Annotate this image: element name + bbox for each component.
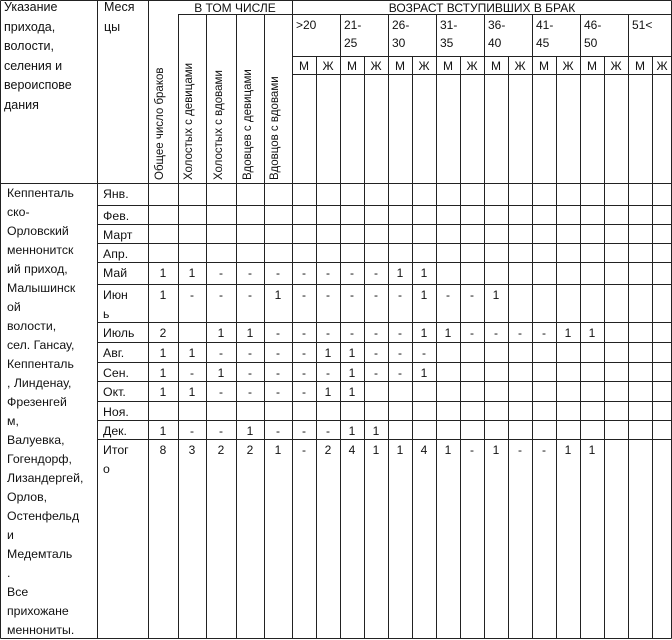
month-label: Апр. (103, 247, 129, 261)
data-cell: - (374, 346, 378, 360)
data-cell: 1 (372, 424, 380, 438)
month-label: Янв. (103, 187, 129, 201)
data-cell: - (276, 346, 280, 360)
data-cell: 1 (274, 288, 282, 302)
data-cell: 1 (159, 385, 167, 399)
data-cell: 1 (188, 346, 196, 360)
data-cell: - (248, 366, 252, 380)
age-header: 26- 30 (392, 18, 410, 50)
header-vertical-3: Холостых с вдовами (213, 70, 225, 180)
header-vertical-4: Вдовцев с девицами (242, 69, 254, 180)
age-header: 31- 35 (440, 18, 458, 50)
data-cell: - (276, 326, 280, 340)
data-cell: 2 (324, 443, 332, 457)
male-subheader: М (443, 59, 453, 73)
male-subheader: М (395, 59, 405, 73)
data-cell: 1 (420, 326, 428, 340)
month-label: Март (103, 228, 133, 242)
month-label: Май (103, 266, 128, 280)
data-cell: - (350, 288, 354, 302)
data-cell: - (350, 326, 354, 340)
data-cell: 4 (420, 443, 428, 457)
female-subheader: Ж (562, 59, 574, 73)
data-cell: 1 (159, 288, 167, 302)
age-header: 36- 40 (488, 18, 506, 50)
data-cell: - (276, 266, 280, 280)
data-cell: 1 (159, 366, 167, 380)
data-cell: - (494, 326, 498, 340)
age-header: 21- 25 (344, 18, 362, 50)
age-header: 41- 45 (536, 18, 554, 50)
data-cell: - (422, 346, 426, 360)
data-cell: - (219, 424, 223, 438)
age-header: >20 (296, 18, 317, 32)
data-cell: - (302, 266, 306, 280)
data-cell: 1 (588, 326, 596, 340)
data-cell: - (190, 366, 194, 380)
data-cell: 1 (348, 424, 356, 438)
male-subheader: М (491, 59, 501, 73)
female-subheader: Ж (514, 59, 526, 73)
data-cell: 1 (159, 266, 167, 280)
female-subheader: Ж (370, 59, 382, 73)
data-cell: 4 (348, 443, 356, 457)
data-cell: 1 (420, 366, 428, 380)
data-cell: - (302, 326, 306, 340)
data-cell: 1 (444, 443, 452, 457)
data-cell: - (302, 443, 306, 457)
data-cell: 1 (188, 266, 196, 280)
age-header: 46- 50 (584, 18, 602, 50)
data-cell: - (518, 326, 522, 340)
data-cell: - (302, 385, 306, 399)
data-cell: - (302, 346, 306, 360)
data-cell: 1 (348, 385, 356, 399)
data-cell: - (326, 424, 330, 438)
data-cell: 2 (159, 326, 167, 340)
data-cell: - (374, 288, 378, 302)
data-cell: - (248, 385, 252, 399)
header-months: Меся цы (104, 0, 135, 34)
data-cell: 3 (188, 443, 196, 457)
data-cell: - (248, 346, 252, 360)
data-cell: 1 (159, 424, 167, 438)
month-label: Фев. (103, 209, 130, 223)
data-cell: 1 (564, 326, 572, 340)
data-cell: - (446, 288, 450, 302)
data-cell: - (398, 366, 402, 380)
data-cell: - (302, 366, 306, 380)
data-cell: - (398, 288, 402, 302)
data-cell: - (542, 326, 546, 340)
header-vertical-1: Общее число браков (154, 67, 166, 180)
data-cell: - (219, 346, 223, 360)
data-cell: 1 (348, 366, 356, 380)
data-cell: - (248, 266, 252, 280)
month-label: Авг. (103, 346, 125, 360)
data-cell: - (190, 288, 194, 302)
data-cell: 1 (396, 443, 404, 457)
female-subheader: Ж (610, 59, 622, 73)
header-location: Указание прихода, волости, селения и вероиспове дания (4, 0, 72, 112)
data-cell: - (326, 326, 330, 340)
age-header: 51< (632, 18, 653, 32)
female-subheader: Ж (466, 59, 478, 73)
data-cell: - (350, 266, 354, 280)
header-vertical-5: Вдовцов с вдовами (269, 76, 281, 180)
data-cell: 1 (396, 266, 404, 280)
data-cell: 2 (246, 443, 254, 457)
data-cell: 1 (324, 346, 332, 360)
male-subheader: М (347, 59, 357, 73)
data-cell: - (398, 326, 402, 340)
data-cell: - (470, 326, 474, 340)
data-cell: 1 (348, 346, 356, 360)
month-label: Итог о (103, 443, 129, 476)
male-subheader: М (539, 59, 549, 73)
data-cell: 1 (274, 443, 282, 457)
data-cell: - (374, 326, 378, 340)
female-subheader: Ж (656, 59, 668, 73)
data-cell: 1 (246, 424, 254, 438)
data-cell: - (470, 443, 474, 457)
data-cell: - (276, 424, 280, 438)
data-cell: - (326, 366, 330, 380)
data-cell: - (190, 424, 194, 438)
data-cell: - (398, 346, 402, 360)
data-cell: 1 (420, 266, 428, 280)
data-cell: 1 (420, 288, 428, 302)
data-cell: 1 (188, 385, 196, 399)
data-cell: - (219, 385, 223, 399)
data-cell: - (219, 288, 223, 302)
data-cell: - (518, 443, 522, 457)
parish-description: Кеппенталь ско- Орловский меннонитск ий приход, Малышинск ой волости, сел. Гансау, Кеппенталь , Линденау, Фрезенгей м, Валуевка, Гогендорф, Лизандергей, Орлов, Остенфельд и Медемталь . Все прихожане меннониты. (7, 186, 84, 637)
header-age: ВОЗРАСТ ВСТУПИВШИХ В БРАК (388, 1, 576, 15)
female-subheader: Ж (418, 59, 430, 73)
male-subheader: М (587, 59, 597, 73)
month-label: Ноя. (103, 405, 129, 419)
data-cell: 1 (588, 443, 596, 457)
month-label: Июн ь (103, 288, 128, 321)
data-cell: 2 (217, 443, 225, 457)
month-label: Окт. (103, 385, 126, 399)
month-label: Июль (103, 326, 135, 340)
data-cell: 1 (564, 443, 572, 457)
header-vertical-2: Холостых с девицами (183, 62, 195, 180)
data-cell: - (326, 288, 330, 302)
data-cell: - (276, 366, 280, 380)
header-in-total: В ТОМ ЧИСЛЕ (194, 1, 276, 15)
data-cell: - (248, 288, 252, 302)
male-subheader: М (299, 59, 309, 73)
data-cell: - (542, 443, 546, 457)
male-subheader: М (635, 59, 645, 73)
data-cell: - (470, 288, 474, 302)
data-cell: 1 (372, 443, 380, 457)
data-cell: 1 (324, 385, 332, 399)
data-cell: - (302, 424, 306, 438)
data-cell: 1 (217, 326, 225, 340)
data-cell: 1 (492, 443, 500, 457)
data-cell: - (374, 366, 378, 380)
data-cell: 8 (159, 443, 167, 457)
female-subheader: Ж (322, 59, 334, 73)
data-cell: 1 (444, 326, 452, 340)
month-label: Дек. (103, 424, 127, 438)
data-cell: - (374, 266, 378, 280)
data-cell: 1 (159, 346, 167, 360)
data-cell: - (302, 288, 306, 302)
data-cell: 1 (492, 288, 500, 302)
data-cell: - (219, 266, 223, 280)
data-cell: - (276, 385, 280, 399)
month-label: Сен. (103, 366, 129, 380)
data-cell: 1 (246, 326, 254, 340)
data-cell: - (326, 266, 330, 280)
data-cell: 1 (217, 366, 225, 380)
